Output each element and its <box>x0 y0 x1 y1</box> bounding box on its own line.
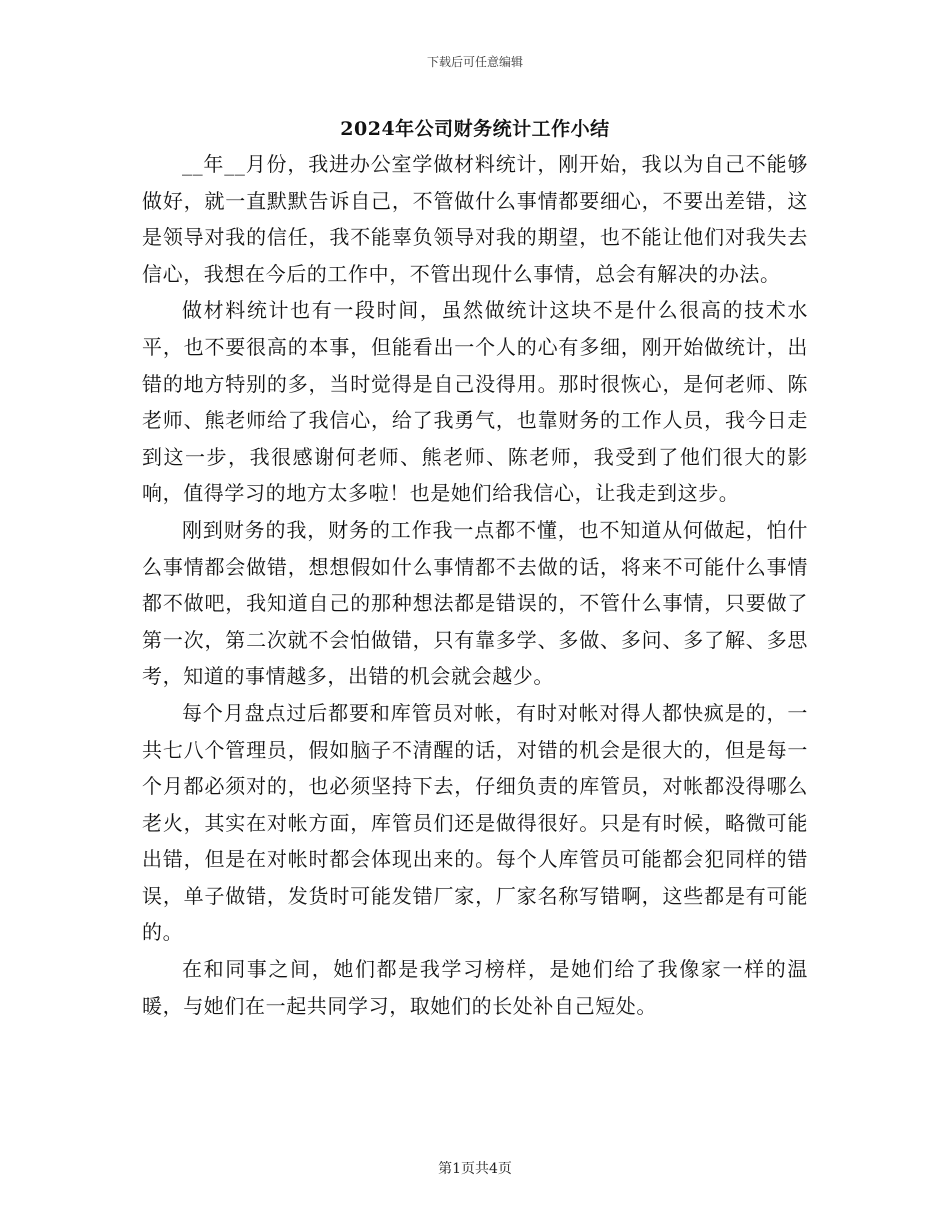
paragraph-5: 在和同事之间，她们都是我学习榜样，是她们给了我像家一样的温暖，与她们在一起共同学习，取她们的长处补自己短处。 <box>142 957 808 1018</box>
document-body <box>142 146 808 1024</box>
paragraph-2: 做材料统计也有一段时间，虽然做统计这块不是什么很高的技术水平，也不要很高的本事，但能看出一个人的心有多细，刚开始做统计，出错的地方特别的多，当时觉得是自己没得用。那时很恢心，是何老师、陈老师、熊老师给了我信心，给了我勇气，也靠财务的工作人员，我今日走到这一步，我很感谢何老师、熊老师、陈老师，我受到了他们很大的影响，值得学习的地方太多啦！也是她们给我信心，让我走到这步。 <box>142 298 808 506</box>
paragraph-1: __年__月份，我进办公室学做材料统计，刚开始，我以为自己不能够做好，就一直默默告诉自己，不管做什么事情都要细心，不要出差错，这是领导对我的信任，我不能辜负领导对我的期望，也不能让他们对我失去信心，我想在今后的工作中，不管出现什么事情，总会有解决的办法。 <box>142 152 808 286</box>
page-number: 第1页共4页 <box>438 1161 512 1177</box>
paragraph-4: 每个月盘点过后都要和库管员对帐，有时对帐对得人都快疯是的，一共七八个管理员，假如脑子不清醒的话，对错的机会是很大的，但是每一个月都必须对的，也必须坚持下去，仔细负责的库管员，对帐都没得哪么老火，其实在对帐方面，库管员们还是做得很好。只是有时候，略微可能出错，但是在对帐时都会体现出来的。每个人库管员可能都会犯同样的错误，单子做错，发货时可能发错厂家，厂家名称写错啊，这些都是有可能的。 <box>142 700 808 945</box>
document-title: 2024年公司财务统计工作小结 <box>340 118 610 140</box>
paragraph-3: 刚到财务的我，财务的工作我一点都不懂，也不知道从何做起，怕什么事情都会做错，想想假如什么事情都不去做的话，将来不可能什么事情都不做吧，我知道自己的那种想法都是错误的，不管什么事情，只要做了第一次，第二次就不会怕做错，只有靠多学、多做、多问、多了解、多思考，知道的事情越多，出错的机会就会越少。 <box>142 517 808 689</box>
header-note: 下载后可任意编辑 <box>426 55 523 69</box>
